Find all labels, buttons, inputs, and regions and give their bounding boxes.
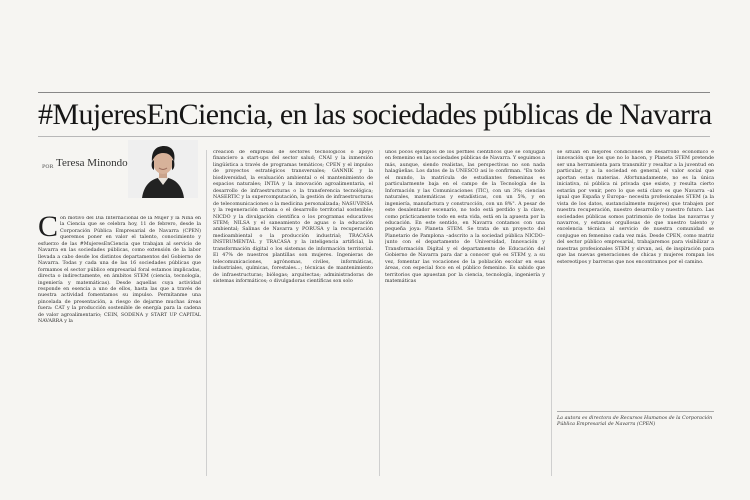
column-divider [379, 150, 380, 476]
column-divider [551, 150, 552, 476]
column-divider [206, 150, 207, 476]
column-1 [38, 216, 201, 476]
column-1-text: on motivo del Día Internacional de la Mujer y la Niña en la Ciencia que se celebra hoy, 11 de febrero, desde la Corporación Pública Empresarial de Navarra (CPEN) queremos poner en valor el talento, conocimiento y esfuerzo de las #MujeresEnCiencia que trabajan al servicio de Navarra en las sociedades públicas, como extensión de la labor llevada a cabo desde los distintos departamentos del Gobierno de Navarra. Todas y cada una de las 16 sociedades públicas que formamos el sector público empresarial foral estamos implicadas, directa o indirectamente, en ámbitos STEM (ciencia, tecnología, ingeniería y matemáticas). Desde aquellas cuya actividad responde en esencia a uno de ellos, hasta las que a través de nuestra actividad fomentamos su impulso. Permítanme una pincelada de presentación, a riesgo de dejarme muchas áreas fuera: CAT y la producción sostenible de energía para la cadena de valor agroalimentario; CEIN, SODENA y START UP CAPITAL NAVARRA y la [38, 216, 201, 325]
byline-prefix: POR [42, 164, 54, 170]
headline: #MujeresEnCiencia, en las sociedades públicas de Navarra [38, 98, 712, 131]
column-2: creación de empresas de sectores tecnológicos o apoyo financiero a start-ups del sector salud; CNAI y la inmersión lingüística a través de programas temáticos; CPEN y el impulso de proyectos estratégicos transversales; GANNIK y la biodiversidad, la evaluación ambiental o el mantenimiento de espacios naturales; INTIA y la innovación agroalimentaria, el desarrollo de infraestructuras o la transferencia tecnológica; NASERTIC y la supercomputación, la gestión de infraestructuras de telecomunicaciones o la medicina personalizada; NASUVINSA y la regeneración urbana o el desarrollo territorial sostenible; NICDO y la divulgación científica o los programas educativos STEM; NILSA y el saneamiento de aguas o la educación ambiental; Salinas de Navarra y PORUSA y la recuperación medioambiental o la producción industrial; TRACASA INSTRUMENTAL y TRACASA y la inteligencia artificial, la transformación digital o los sistemas de información territorial. El 47% de nuestros plantillas son mujeres. Ingenieras de telecomunicaciones, agrónomas, civiles, informáticas, industriales, químicas, forestales…; técnicas de mantenimiento de infraestructuras; biólogas; arquitectas; administradoras de sistemas informáticos; o divulgadoras científicas son solo [213, 150, 373, 285]
drop-cap: C [38, 216, 59, 243]
top-rule [38, 92, 710, 93]
headline-rule [38, 136, 710, 137]
column-4: se sitúan en mejores condiciones de desarrollo económico e innovación que los que no lo hacen, y Planeta STEM pretende ser una herramienta para transmitir y resaltar a la juventud en particular, y a la sociedad en general, el valor social que aportan estas materias. Afortunadamente, no es la única iniciativa, ni pública ni privada que existe, y resulta cierto estarán por venir, pero lo que está claro es que Navarra –al igual que España y Europa– necesita profesionales STEM (a la vista de los datos, sustancialmente mujeres) que trabajen por nuestra recuperación, nuestro desarrollo y nuestro futuro. Las sociedades públicas somos patrimonio de todas las navarras y navarros, y estamos orgullosas de que nuestro talento y excelencia técnica al servicio de nuestra comunidad se conjugue en femenino cada vez más. Desde CPEN, como matriz del sector público empresarial, trabajaremos para visibilizar a nuestras profesionales STEM y sirvan, así, de inspiración para que las nuevas generaciones de chicas y mujeres rompan los estereotipos y barreras que nos encontramos por el camino. [557, 150, 714, 265]
author-name: Teresa Minondo [56, 157, 128, 169]
author-photo [128, 140, 198, 198]
author-credit: La autora es directora de Recursos Humanos de la Corporación Pública Empresarial de Navarra (CPEN) [557, 416, 713, 428]
credit-rule [557, 411, 714, 412]
column-3: unos pocos ejemplos de los perfiles científicos que se conjugan en femenino en las sociedades públicas de Navarra. Y seguimos a más, aunque, siendo realistas, las perspectivas no son nada halagüeñas. Los datos de la UNESCO así lo confirman. "En todo el mundo, la matrícula de estudiantes femeninas es particularmente baja en el campo de la Tecnología de la Información y las Comunicaciones (TIC), con un 3%; ciencias naturales, matemáticas y estadísticas, con un 5%, y en ingeniería, manufactura y construcción, con un 8%". A pesar de este desalentador escenario, no todo está perdido y la clave, como prácticamente todo en esta vida, está en la apuesta por la educación. En este sentido, en Navarra contamos con una pequeña joya: Planeta STEM. Se trata de un proyecto del Planetario de Pamplona –adscrito a la sociedad pública NICDO– junto con el departamento de Universidad, Innovación y Transformación Digital y el departamento de Educación del Gobierno de Navarra para dar a conocer qué es STEM y, a su vez, fomentar las vocaciones de la población escolar en esas áreas, con especial foco en el público femenino. Es sabido que territorios que apuestan por la ciencia, tecnología, ingeniería y matemáticas [385, 150, 545, 285]
